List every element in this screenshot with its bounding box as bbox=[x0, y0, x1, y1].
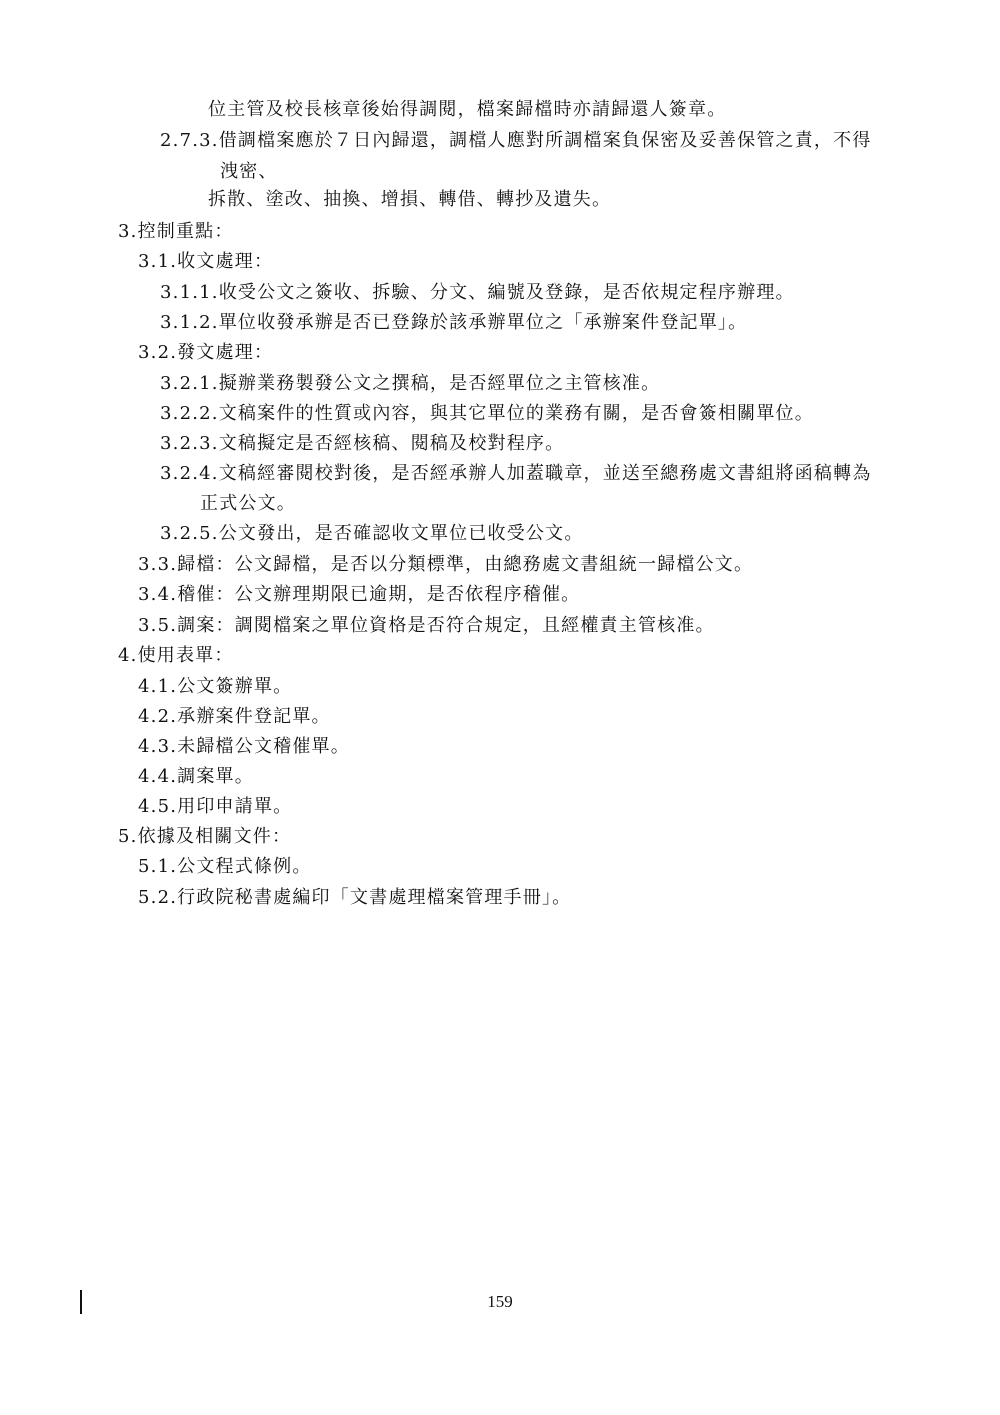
subsection-heading: 3.5.調案：調閱檔案之單位資格是否符合規定，且經權責主管核准。 bbox=[138, 615, 715, 636]
text-line: 正式公文。 bbox=[200, 493, 296, 514]
text-line: 拆散、塗改、抽換、增損、轉借、轉抄及遺失。 bbox=[208, 189, 612, 210]
list-item: 4.5.用印申請單。 bbox=[138, 796, 293, 817]
section-heading: 3.控制重點： bbox=[118, 221, 234, 242]
list-item: 5.1.公文程式條例。 bbox=[138, 856, 312, 877]
list-item: 3.2.3.文稿擬定是否經核稿、閱稿及校對程序。 bbox=[160, 433, 565, 454]
list-item: 4.1.公文簽辦單。 bbox=[138, 676, 293, 697]
page-number: 159 bbox=[487, 1292, 513, 1311]
list-item: 3.1.2.單位收發承辦是否已登錄於該承辦單位之「承辦案件登記單」。 bbox=[160, 312, 748, 333]
list-item: 3.2.4.文稿經審閱校對後，是否經承辦人加蓋職章，並送至總務處文書組將函稿轉為 bbox=[160, 463, 872, 484]
list-item: 3.2.1.擬辦業務製發公文之撰稿，是否經單位之主管核准。 bbox=[160, 373, 661, 394]
list-item: 5.2.行政院秘書處編印「文書處理檔案管理手冊」。 bbox=[138, 887, 572, 908]
subsection-heading: 3.3.歸檔：公文歸檔，是否以分類標準，由總務處文書組統一歸檔公文。 bbox=[138, 554, 754, 575]
section-heading: 4.使用表單： bbox=[118, 645, 234, 666]
list-item: 4.3.未歸檔公文稽催單。 bbox=[138, 736, 350, 757]
list-item: 3.2.5.公文發出，是否確認收文單位已收受公文。 bbox=[160, 523, 584, 544]
section-heading: 5.依據及相關文件： bbox=[118, 826, 292, 847]
text-line: 洩密、 bbox=[220, 161, 278, 182]
text-line: 2.7.3.借調檔案應於７日內歸還，調檔人應對所調檔案負保密及妥善保管之責，不得 bbox=[160, 130, 872, 151]
list-item: 3.2.2.文稿案件的性質或內容，與其它單位的業務有關，是否會簽相關單位。 bbox=[160, 403, 814, 424]
list-item: 3.1.1.收受公文之簽收、拆驗、分文、編號及登錄，是否依規定程序辦理。 bbox=[160, 282, 795, 303]
list-item: 4.2.承辦案件登記單。 bbox=[138, 706, 331, 727]
subsection-heading: 3.2.發文處理： bbox=[138, 342, 274, 363]
subsection-heading: 3.4.稽催：公文辦理期限已逾期，是否依程序稽催。 bbox=[138, 584, 581, 605]
subsection-heading: 3.1.收文處理： bbox=[138, 251, 274, 272]
text-line: 位主管及校長核章後始得調閱，檔案歸檔時亦請歸還人簽章。 bbox=[208, 99, 727, 120]
list-item: 4.4.調案單。 bbox=[138, 766, 254, 787]
